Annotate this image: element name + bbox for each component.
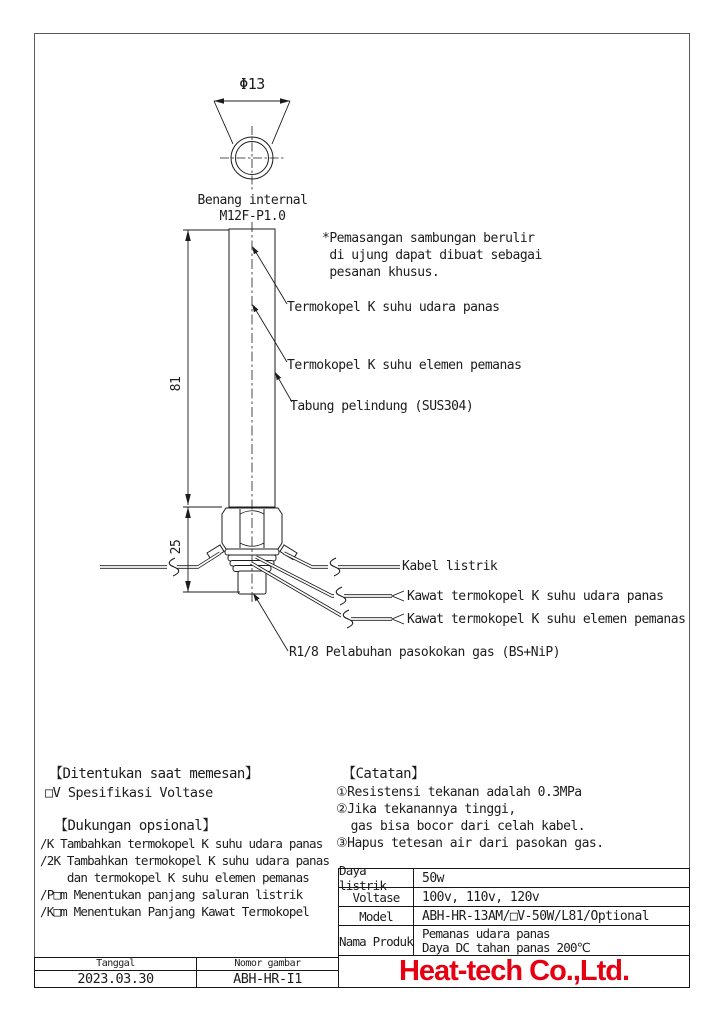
spec-row-power: [339, 863, 689, 893]
date-header: Tanggal: [35, 958, 197, 970]
electric-cable-label: Kabel listrik: [402, 559, 498, 574]
caution-item: ①Resistensi tekanan adalah 0.3MPa: [336, 785, 582, 800]
spec-value-voltage: 100v, 110v, 120v: [422, 889, 540, 905]
fitting-length-dimension: 25: [169, 539, 184, 555]
thread-label-line2: M12F-P1.0: [219, 209, 286, 224]
spec-table: [338, 863, 690, 956]
spec-row-product-name: [339, 926, 689, 956]
company-block: [338, 955, 690, 988]
spec-value-power: 50w: [422, 870, 444, 886]
special-order-note-line3: pesanan khusus.: [322, 265, 440, 280]
optional-item: /K Tambahkan termokopel K suhu udara panas: [40, 836, 323, 851]
protection-tube-label: Tabung pelindung (SUS304): [290, 399, 474, 414]
order-spec-title: 【Ditentukan saat memesan】: [49, 766, 259, 782]
special-order-note-line2: di ujung dapat dibuat sebagai: [322, 248, 542, 263]
date-value: 2023.03.30: [35, 971, 197, 987]
spec-value-model: ABH-HR-13AM/□V-50W/L81/Optional: [422, 908, 650, 924]
thermocouple-element-label: Termokopel K suhu elemen pemanas: [287, 358, 522, 373]
caution-item: ②Jika tekanannya tinggi,: [336, 802, 516, 817]
spec-value-product-name-line1: Pemanas udara panas: [422, 926, 550, 941]
spec-row-model: [339, 907, 689, 926]
drawing-number-value: ABH-HR-I1: [233, 971, 302, 987]
diameter-dimension-label: Φ13: [239, 75, 265, 93]
drawing-number-header: Nomor gambar: [234, 958, 301, 969]
top-view-circle: [214, 98, 290, 192]
thermocouple-air-label: Termokopel K suhu udara panas: [287, 300, 500, 315]
optional-item: /2K Tambahkan termokopel K suhu udara panas: [40, 853, 330, 868]
optional-support-title: 【Dukungan opsional】: [54, 818, 216, 834]
thermocouple-wire-air-label: Kawat termokopel K suhu udara panas: [407, 589, 664, 604]
spec-label-model: Model: [339, 907, 414, 925]
optional-item: /P□m Menentukan panjang saluran listrik: [40, 887, 303, 902]
spec-label-voltage: Voltase: [339, 888, 414, 906]
caution-title: 【Catatan】: [342, 766, 425, 782]
thermocouple-wire-element-label: Kawat termokopel K suhu elemen pemanas: [407, 612, 686, 627]
tube-length-dimension: 81: [169, 376, 184, 392]
title-block: [34, 957, 339, 988]
optional-item: /K□m Menentukan Panjang Kawat Termokopel: [40, 904, 310, 919]
spec-row-voltage: [339, 888, 689, 907]
optional-item: dan termokopel K suhu elemen pemanas: [40, 870, 310, 885]
gas-port-label: R1/8 Pelabuhan pasokokan gas (BS+NiP): [289, 645, 561, 660]
order-spec-item: □V Spesifikasi Voltase: [45, 785, 213, 801]
caution-item: gas bisa bocor dari celah kabel.: [336, 819, 586, 834]
caution-item: ③Hapus tetesan air dari pasokan gas.: [336, 836, 604, 851]
thread-label-line1: Benang internal: [197, 193, 308, 208]
spec-label-product-name: Nama Produk: [339, 926, 414, 956]
special-order-note-line1: *Pemasangan sambungan berulir: [322, 231, 535, 246]
company-name: Heat-tech Co.,Ltd.: [398, 955, 630, 987]
spec-label-power: Daya listrik: [339, 869, 414, 887]
spec-value-product-name-line2: Daya DC tahan panas 200℃: [422, 940, 590, 955]
